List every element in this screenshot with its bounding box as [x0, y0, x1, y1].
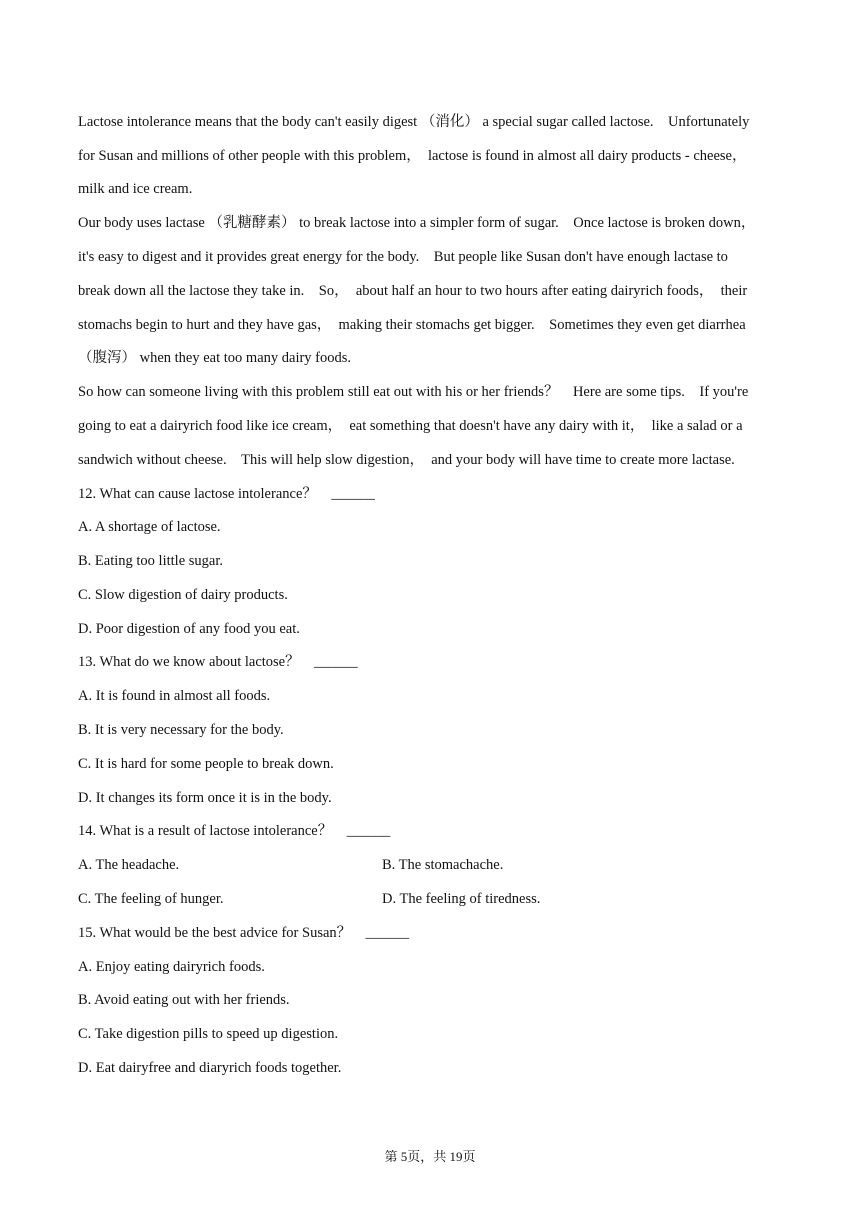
question-14-option-c: C. The feeling of hunger.: [78, 891, 224, 907]
question-13-option-d: D. It changes its form once it is in the body.: [78, 790, 332, 806]
question-15-option-c: C. Take digestion pills to speed up digestion.: [78, 1026, 339, 1042]
passage-line: （腹泻） when they eat too many dairy foods.: [78, 350, 352, 366]
question-12-option-d: D. Poor digestion of any food you eat.: [78, 621, 300, 637]
question-12-stem: 12. What can cause lactose intolerance？ ______: [78, 486, 375, 502]
passage-line: Lactose intolerance means that the body can't easily digest （消化） a special sugar called lactose. Unfortunately: [78, 114, 750, 130]
question-13-stem: 13. What do we know about lactose？ ______: [78, 654, 358, 670]
question-15-option-b: B. Avoid eating out with her friends.: [78, 992, 290, 1008]
passage-line: for Susan and millions of other people with this problem， lactose is found in almost all dairy products - cheese，: [78, 148, 747, 164]
question-12-option-c: C. Slow digestion of dairy products.: [78, 587, 288, 603]
passage-line: it's easy to digest and it provides great energy for the body. But people like Susan don't have enough lactase to: [78, 249, 728, 265]
question-14-stem: 14. What is a result of lactose intolerance？ ______: [78, 823, 391, 839]
question-15-option-a: A. Enjoy eating dairyrich foods.: [78, 959, 265, 975]
question-13-option-c: C. It is hard for some people to break down.: [78, 756, 334, 772]
passage-line: sandwich without cheese. This will help slow digestion， and your body will have time to create more lactase.: [78, 452, 735, 468]
passage-line: stomachs begin to hurt and they have gas， making their stomachs get bigger. Sometimes they even get diarrhea: [78, 317, 746, 333]
passage-line: going to eat a dairyrich food like ice cream， eat something that doesn't have any dairy with it， like a salad or a: [78, 418, 743, 434]
passage-line: So how can someone living with this problem still eat out with his or her friends？ Here are some tips. If you're: [78, 384, 749, 400]
page-number: 第 5页，共 19页: [384, 1149, 476, 1164]
passage-line: milk and ice cream.: [78, 181, 193, 197]
question-13-option-a: A. It is found in almost all foods.: [78, 688, 271, 704]
question-15-option-d: D. Eat dairyfree and diaryrich foods together.: [78, 1060, 342, 1076]
passage-line: break down all the lactose they take in. So， about half an hour to two hours after eating dairyrich foods， their: [78, 283, 748, 299]
question-15-stem: 15. What would be the best advice for Susan？ ______: [78, 925, 410, 941]
passage-line: Our body uses lactase （乳糖酵素） to break lactose into a simpler form of sugar. Once lactose is broken down，: [78, 215, 756, 231]
question-12-option-a: A. A shortage of lactose.: [78, 519, 221, 535]
question-14-option-b: B. The stomachache.: [382, 857, 504, 873]
question-13-option-b: B. It is very necessary for the body.: [78, 722, 284, 738]
question-14-option-a: A. The headache.: [78, 857, 180, 873]
question-12-option-b: B. Eating too little sugar.: [78, 553, 223, 569]
question-14-option-d: D. The feeling of tiredness.: [382, 891, 541, 907]
